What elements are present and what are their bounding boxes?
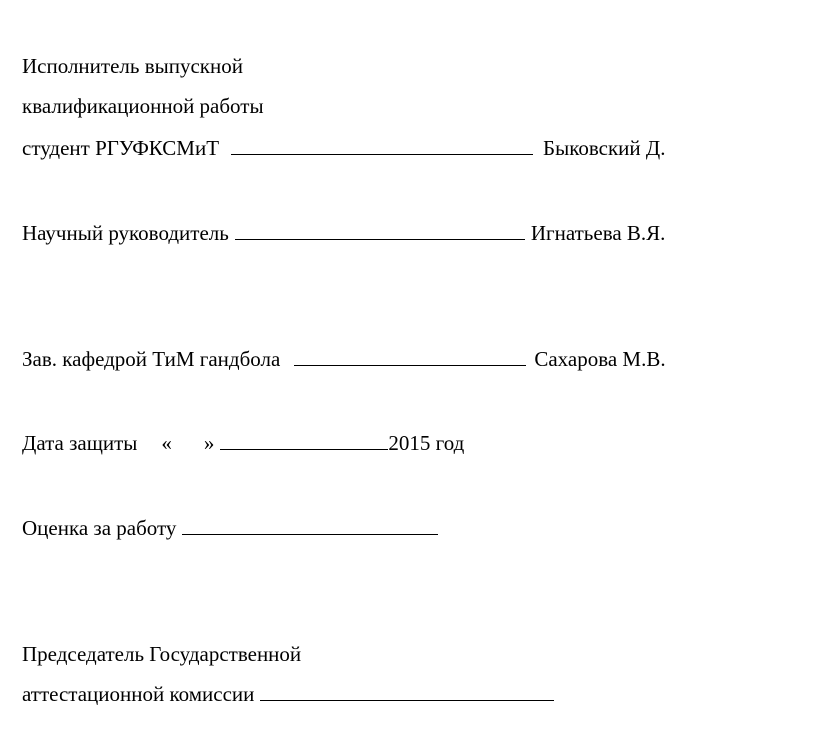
executor-heading-line1 [1, 30, 243, 78]
grade-line [1, 492, 438, 540]
head-line [1, 323, 666, 371]
executor-heading-line2 [1, 70, 264, 118]
defense-month-blank [220, 431, 388, 450]
head-label: Зав. кафедрой ТиМ гандбола [22, 347, 281, 371]
supervisor-line [1, 197, 666, 245]
chair-signature-blank [260, 682, 554, 701]
defense-year: 2015 год [388, 431, 465, 455]
defense-close-quote: » [203, 431, 215, 455]
executor-line1-text: Исполнитель выпускной [22, 54, 243, 78]
supervisor-signature-blank [235, 221, 525, 240]
defense-label: Дата защиты [22, 431, 138, 455]
student-signature-blank [231, 136, 533, 155]
head-name: Сахарова М.В. [534, 347, 666, 371]
executor-line2-text: квалификационной работы [22, 94, 264, 118]
chair-line2-text: аттестационной комиссии [22, 682, 255, 706]
grade-label: Оценка за работу [22, 516, 177, 540]
supervisor-name: Игнатьева В.Я. [530, 221, 666, 245]
student-label: студент РГУФКСМиТ [22, 136, 220, 160]
student-name: Быковский Д. [543, 136, 666, 160]
grade-blank [182, 516, 438, 535]
chair-line1-text: Председатель Государственной [22, 642, 302, 666]
student-line [1, 112, 666, 160]
head-signature-blank [294, 347, 526, 366]
chair-heading-line1 [1, 618, 302, 666]
defense-open-quote: « [161, 431, 172, 455]
defense-date-line [1, 407, 465, 455]
chair-heading-line2 [1, 658, 554, 706]
supervisor-label: Научный руководитель [22, 221, 229, 245]
